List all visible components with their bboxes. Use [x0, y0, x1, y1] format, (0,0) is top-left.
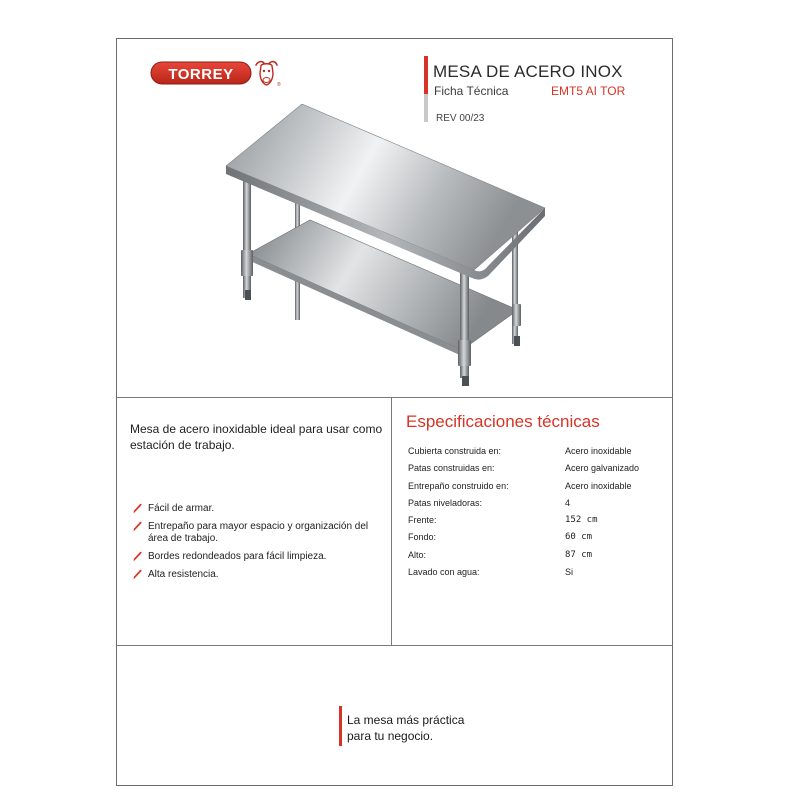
stainless-table-illustration: [212, 104, 564, 392]
spec-label: Cubierta construida en:: [408, 446, 502, 456]
feature-text: Alta resistencia.: [148, 569, 219, 580]
feature-item: [133, 521, 383, 545]
revision-label: REV 00/23: [436, 113, 485, 124]
spec-row: [408, 532, 668, 549]
tagline: [347, 712, 464, 744]
specs-heading: Especificaciones técnicas: [406, 412, 600, 431]
divider-bottom: [116, 645, 673, 646]
specs-table: [408, 446, 668, 584]
product-title: MESA DE ACERO INOX: [433, 62, 623, 81]
tagline-accent-bar: [339, 706, 342, 746]
model-code: EMT5 AI TOR: [551, 84, 626, 98]
pen-bullet-icon: [133, 503, 142, 514]
front-left-leg: [243, 176, 251, 298]
spec-value: Acero galvanizado: [565, 463, 640, 474]
feature-text: Bordes redondeados para fácil limpieza.: [148, 551, 327, 562]
spec-value: Si: [565, 567, 574, 578]
spec-label: Alto:: [408, 549, 427, 560]
column-divider: [391, 397, 392, 645]
pen-bullet-icon: [133, 551, 142, 562]
divider-top: [116, 397, 673, 398]
tagline-line-2: para tu negocio.: [347, 729, 434, 743]
spec-row: [408, 481, 668, 498]
feature-list: [133, 503, 383, 587]
spec-label: Patas construidas en:: [408, 463, 495, 474]
tagline-line-1: La mesa más práctica: [347, 713, 465, 727]
feature-item: [133, 503, 383, 515]
spec-label: Patas niveladoras:: [408, 497, 483, 508]
spec-row: [408, 463, 668, 480]
pen-bullet-icon: [133, 569, 142, 580]
spec-label: Lavado con agua:: [408, 567, 480, 578]
spec-value: 60 cm: [565, 532, 593, 543]
sheet-type: Ficha Técnica: [434, 84, 509, 98]
spec-value: 4: [565, 497, 571, 508]
feature-text: Entrepaño para mayor espacio y organización del área de trabajo.: [148, 521, 369, 544]
feature-text: Fácil de armar.: [148, 503, 215, 514]
spec-label: Frente:: [408, 515, 437, 526]
spec-label: Entrepaño construido en:: [408, 480, 509, 491]
bull-head-icon: [256, 62, 277, 85]
spec-row: [408, 515, 668, 532]
spec-value: Acero inoxidable: [565, 446, 632, 456]
pen-bullet-icon: [133, 521, 142, 532]
spec-value: Acero inoxidable: [565, 480, 632, 491]
feature-item: [133, 569, 383, 581]
registered-mark: ®: [277, 82, 281, 88]
feature-item: [133, 551, 383, 563]
spec-value: 152 cm: [565, 515, 598, 526]
header-accent-bar: [424, 56, 428, 94]
spec-row: [408, 498, 668, 515]
spec-value: 87 cm: [565, 549, 593, 560]
spec-label: Fondo:: [408, 532, 437, 543]
product-description: Mesa de acero inoxidable ideal para usar como estación de trabajo.: [130, 422, 383, 452]
spec-row: [408, 550, 668, 567]
brand-name: TORREY: [168, 66, 234, 83]
spec-row: [408, 567, 668, 584]
brand-logo: [150, 56, 282, 90]
spec-row: [408, 446, 668, 463]
